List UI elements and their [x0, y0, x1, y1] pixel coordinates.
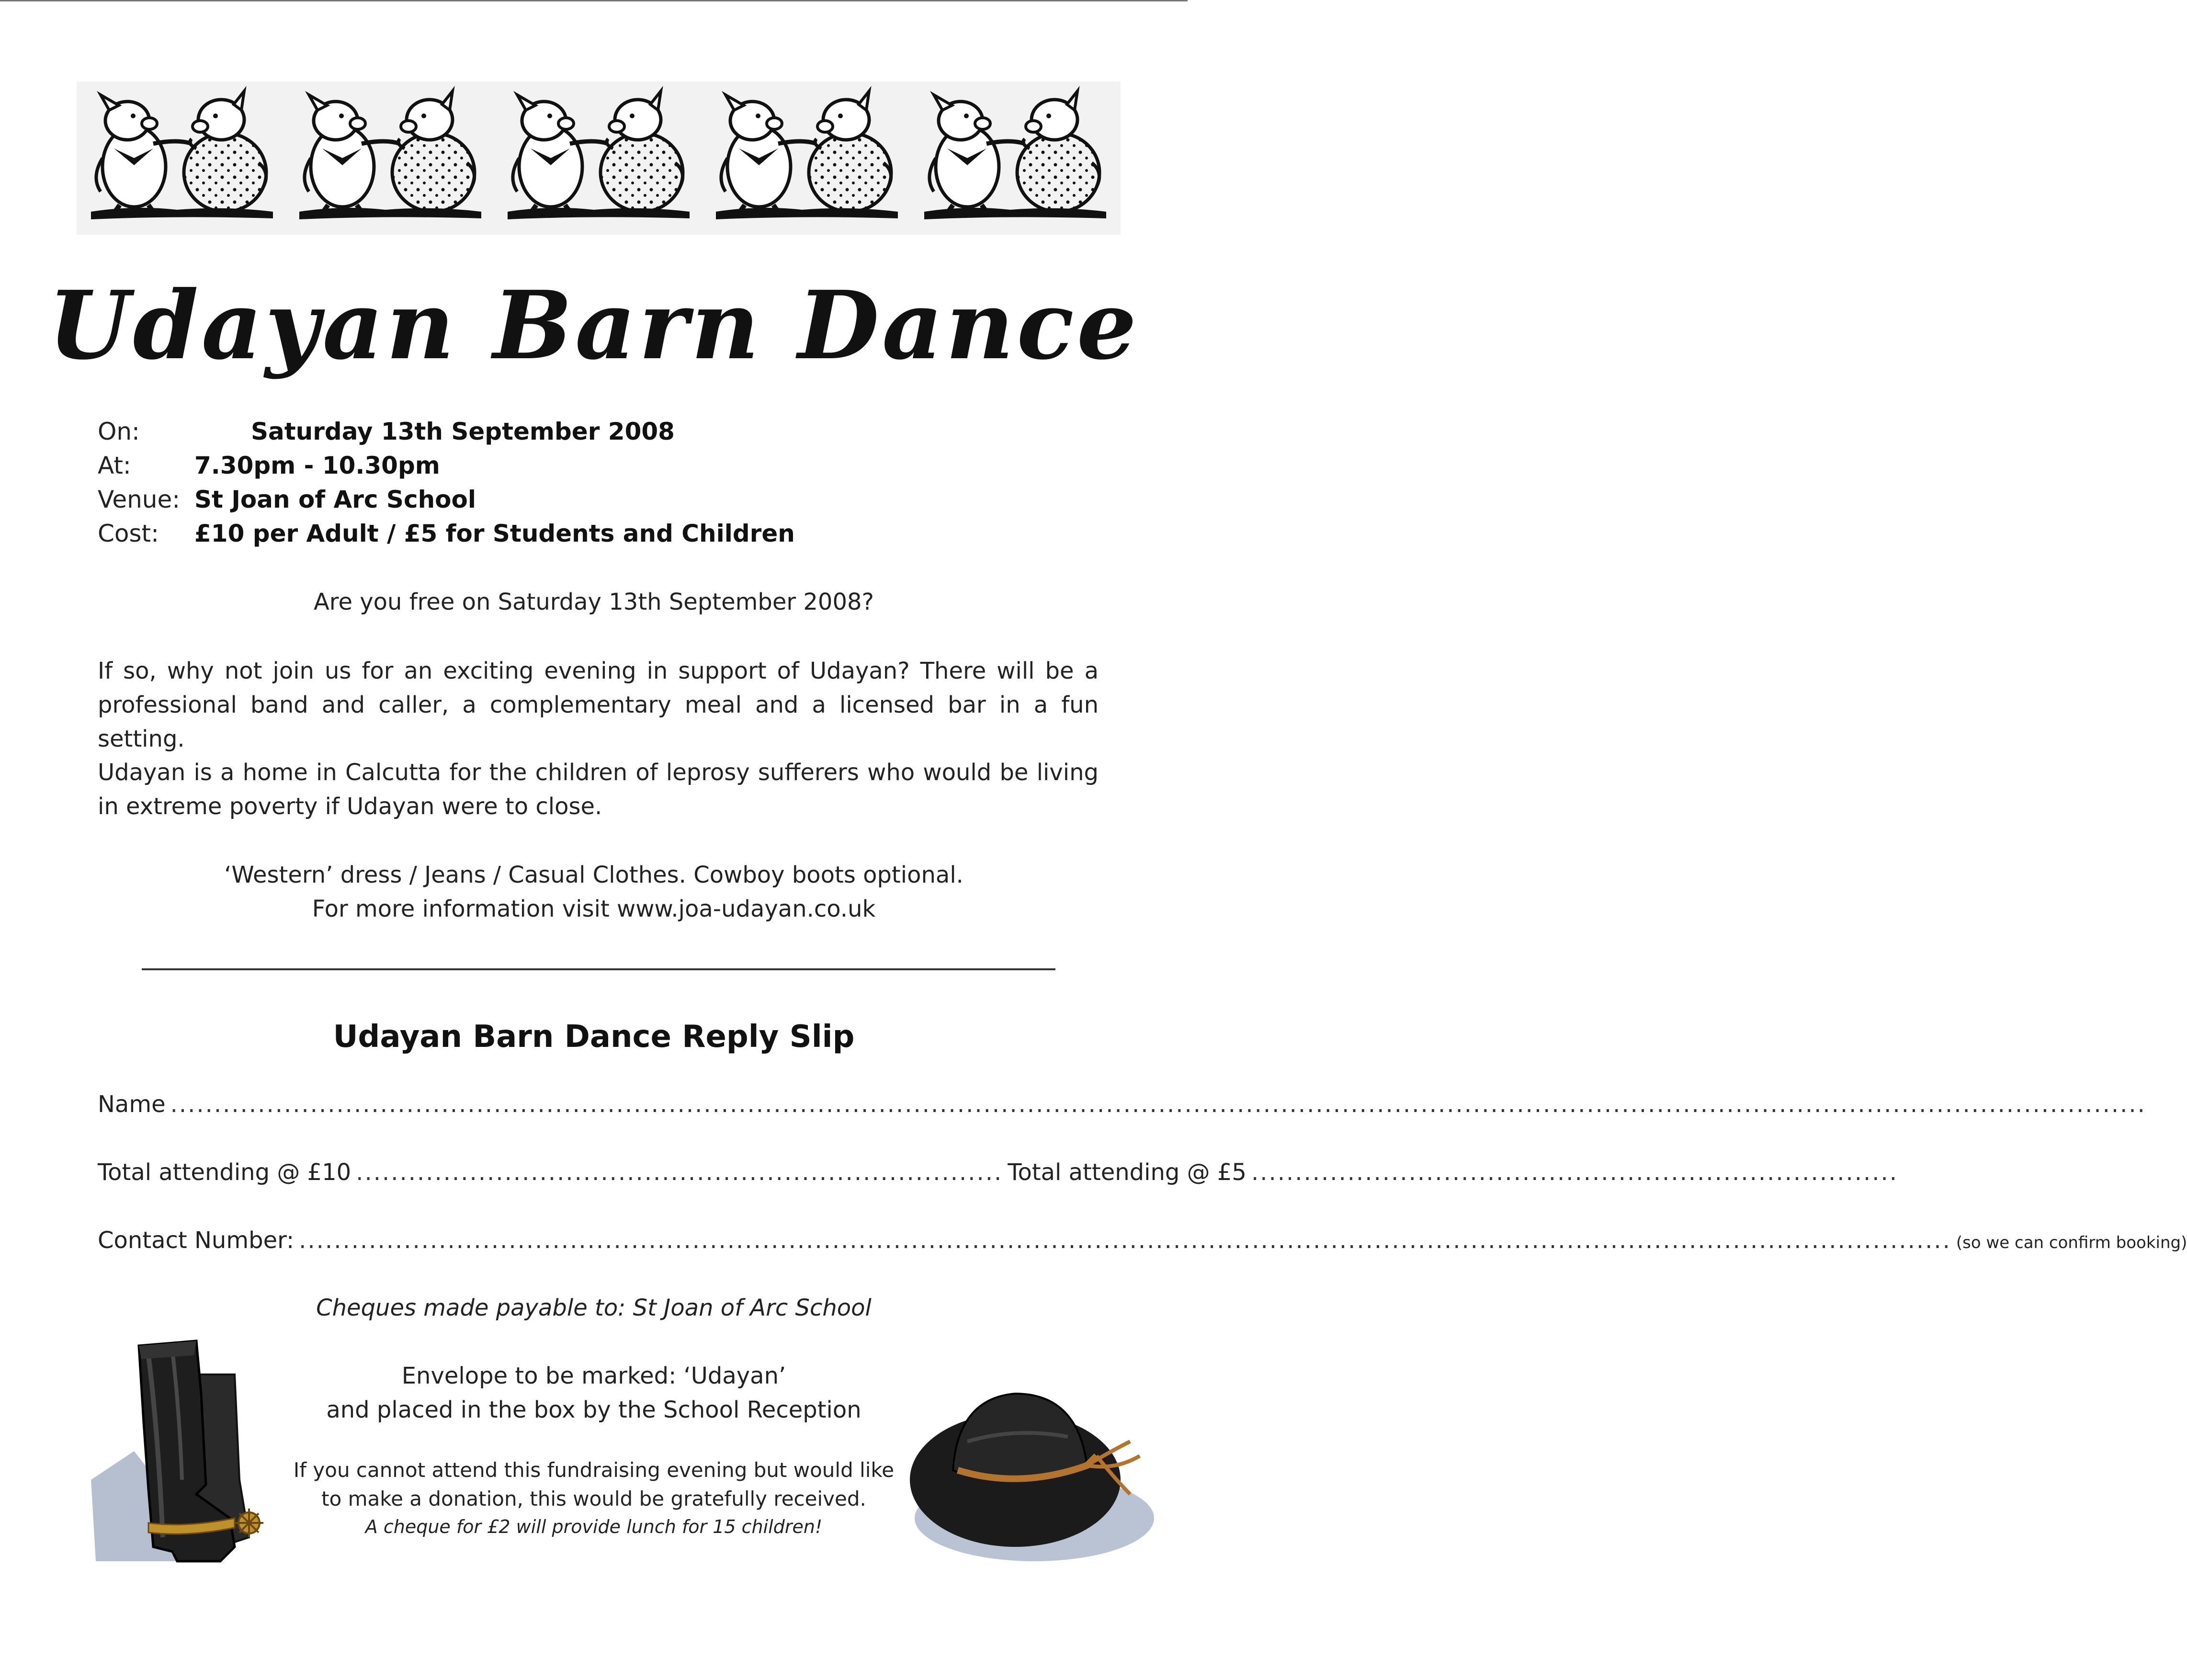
detail-row-date [98, 415, 1008, 449]
detail-value-date: Saturday 13th September 2008 [251, 418, 675, 445]
adult-attending-label: Total attending @ £10 [98, 1159, 351, 1186]
dress-code: ‘Western’ dress / Jeans / Casual Clothes. Cowboy boots optional. [224, 862, 963, 888]
detail-value-cost: £10 per Adult / £5 for Students and Children [194, 520, 795, 547]
cut-line-divider [142, 968, 1055, 970]
name-input-line[interactable]: .................................................................................................................................................................................................................................. [170, 1091, 2146, 1118]
donation-line-1: If you cannot attend this fundraising evening but would like [293, 1458, 895, 1482]
intro-paragraph: If so, why not join us for an exciting evening in support of Udayan? There will be a professional band and caller, a complementary meal and a licensed bar in a fun setting. [98, 658, 1099, 752]
child-attending-input-line[interactable]: .......................................................................... [1251, 1159, 1899, 1186]
attendance-fields[interactable] [98, 1156, 1899, 1190]
child-attending-label: Total attending @ £5 [1008, 1159, 1246, 1186]
detail-row-cost [98, 517, 1008, 551]
more-info-line: For more information visit www.joa-udayan.co.uk [312, 896, 876, 922]
contact-field[interactable] [98, 1224, 2187, 1260]
adult-attending-input-line[interactable]: .......................................................................... [356, 1159, 1003, 1186]
donation-line-3: A cheque for £2 will provide lunch for 15 children! [365, 1516, 823, 1537]
dancing-pigs-banner [77, 81, 1121, 235]
envelope-line-2: and placed in the box by the School Reception [326, 1396, 861, 1423]
contact-note: (so we can confirm booking) [1956, 1233, 2187, 1252]
contact-input-line[interactable]: ............................................................................................................................................................................................. [299, 1227, 1951, 1254]
detail-label-on: On: [98, 418, 140, 445]
cheques-note: Cheques made payable to: St Joan of Arc School [316, 1294, 872, 1321]
cowboy-boot-icon [77, 1336, 278, 1578]
name-field[interactable] [98, 1088, 2146, 1122]
detail-row-venue [98, 483, 1008, 517]
cowboy-hat-icon [905, 1370, 1164, 1573]
question-line: Are you free on Saturday 13th September 2008? [313, 589, 874, 615]
detail-value-venue: St Joan of Arc School [194, 486, 476, 513]
detail-label-venue: Venue: [98, 486, 181, 513]
udayan-description: Udayan is a home in Calcutta for the children of leprosy sufferers who would be living in extreme poverty if Udayan were to close. [98, 759, 1099, 820]
page-top-border [0, 0, 1188, 1]
detail-row-time [98, 449, 1008, 483]
reply-slip-title: Udayan Barn Dance Reply Slip [333, 1019, 855, 1055]
donation-line-2: to make a donation, this would be gratefully received. [321, 1487, 866, 1510]
event-details [98, 415, 1008, 551]
detail-label-at: At: [98, 452, 131, 479]
detail-value-time: 7.30pm - 10.30pm [194, 452, 440, 479]
event-title: Udayan Barn Dance [48, 271, 1140, 381]
name-label: Name [98, 1091, 166, 1118]
detail-label-cost: Cost: [98, 520, 159, 547]
contact-label: Contact Number: [98, 1227, 295, 1254]
envelope-line-1: Envelope to be marked: ‘Udayan’ [401, 1362, 786, 1389]
